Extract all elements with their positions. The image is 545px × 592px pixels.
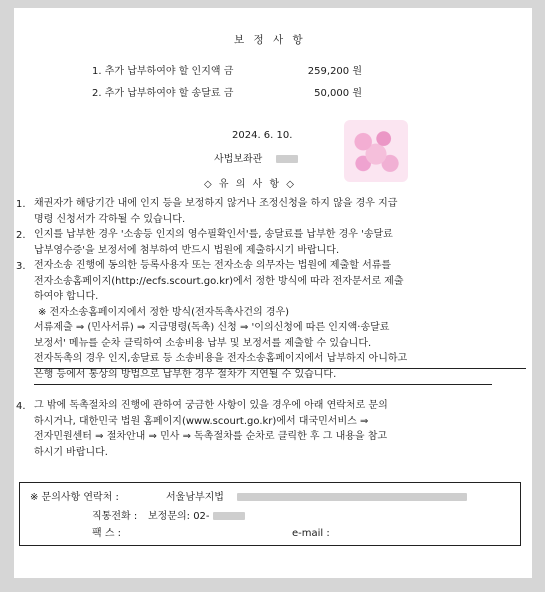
- official-seal: [344, 120, 408, 182]
- notice-line: 인지를 납부한 경우 '소송등 인지의 영수필확인서'를, 송달료를 납부한 경우 '송달료: [34, 229, 393, 240]
- contact-court: [166, 491, 467, 504]
- notice-number: 1.: [16, 199, 26, 210]
- phone-value: [148, 510, 245, 523]
- service-fee-label: 2. 추가 납부하여야 할 송달료 금: [92, 88, 234, 99]
- notice-method-heading: ※ 전자소송홈페이지에서 정한 방식(전자독촉사건의 경우): [38, 306, 290, 318]
- notice-item-1: [34, 196, 532, 227]
- phone-prefix: 보정문의: 02-: [148, 511, 210, 522]
- document-page: [14, 8, 532, 578]
- fax-label: 팩 스 :: [92, 528, 122, 539]
- redacted-name: [276, 155, 298, 163]
- contact-label: ※ 문의사항 연락처 :: [30, 492, 119, 503]
- redacted-phone: [213, 512, 245, 520]
- notice-number: 2.: [16, 230, 26, 241]
- underline: [34, 384, 492, 385]
- stamp-fee-amount: 259,200 원: [307, 66, 362, 77]
- contact-box: [19, 482, 521, 546]
- notice-line: 보정서' 메뉴를 순차 클릭하여 소송비용 납부 및 보정서를 제출할 수 있습니다.: [34, 337, 372, 349]
- notice-number: 3.: [16, 261, 26, 272]
- notice-line: 채권자가 해당기간 내에 인지 등을 보정하지 않거나 조정신청을 하지 않을 경우 지급: [34, 198, 398, 209]
- notice-line: 그 밖에 독촉절차의 진행에 관하여 궁금한 사항이 있을 경우에 아래 연락처로 문의: [34, 400, 388, 411]
- notice-item-4: [34, 398, 532, 460]
- notice-line: 납부영수증'을 보정서에 첨부하여 반드시 법원에 제출하시기 바랍니다.: [34, 244, 340, 256]
- court-name: 서울남부지법: [166, 492, 224, 503]
- service-fee-amount: 50,000 원: [314, 88, 362, 99]
- notice-line: 하시거나, 대한민국 법원 홈페이지(www.scourt.go.kr)에서 대국민서비스 ⇒: [34, 415, 369, 427]
- phone-label: 직통전화 :: [92, 511, 138, 522]
- notice-line: 명령 신청서가 각하될 수 있습니다.: [34, 213, 186, 225]
- notice-item-2: [34, 227, 532, 258]
- notice-line: 하시기 바랍니다.: [34, 446, 108, 458]
- stamp-fee-label: 1. 추가 납부하여야 할 인지액 금: [92, 66, 234, 77]
- notice-line: 하여야 합니다.: [34, 291, 99, 302]
- redacted-details: [237, 493, 467, 501]
- issue-date: 2024. 6. 10.: [232, 130, 293, 141]
- notice-line: 전자독촉의 경우 인지,송달료 등 소송비용을 전자소송홈페이지에서 납부하지 아니하고: [34, 353, 408, 364]
- page-title: 보 정 사 항: [234, 34, 306, 46]
- signature-line: [214, 153, 298, 166]
- notice-line: 은행 등에서 통상의 방법으로 납부한 경우 절차가 지연될 수 있습니다.: [34, 368, 337, 380]
- notice-line: 서류제출 ⇒ (민사서류) ⇒ 지급명령(독촉) 신청 ⇒ '이의신청에 따른 인지액·송달료: [34, 322, 390, 333]
- notice-title: ◇ 유 의 사 항 ◇: [204, 179, 296, 190]
- signature-label: 사법보좌관: [214, 154, 263, 165]
- notice-line: 전자민원센터 ⇒ 절차안내 ⇒ 민사 ⇒ 독촉절차를 순차로 클릭한 후 그 내용을 참고: [34, 431, 388, 442]
- notice-number: 4.: [16, 401, 26, 412]
- notice-line: 전자소송 진행에 동의한 등록사용자 또는 전자소송 의무자는 법원에 제출할 서류를: [34, 260, 392, 271]
- notice-line: 전자소송홈페이지(http://ecfs.scourt.go.kr)에서 정한 방식에 따라 전자문서로 제출: [34, 275, 404, 287]
- email-label: e-mail :: [292, 528, 330, 539]
- notice-item-3: [34, 258, 532, 382]
- underline: [34, 368, 526, 369]
